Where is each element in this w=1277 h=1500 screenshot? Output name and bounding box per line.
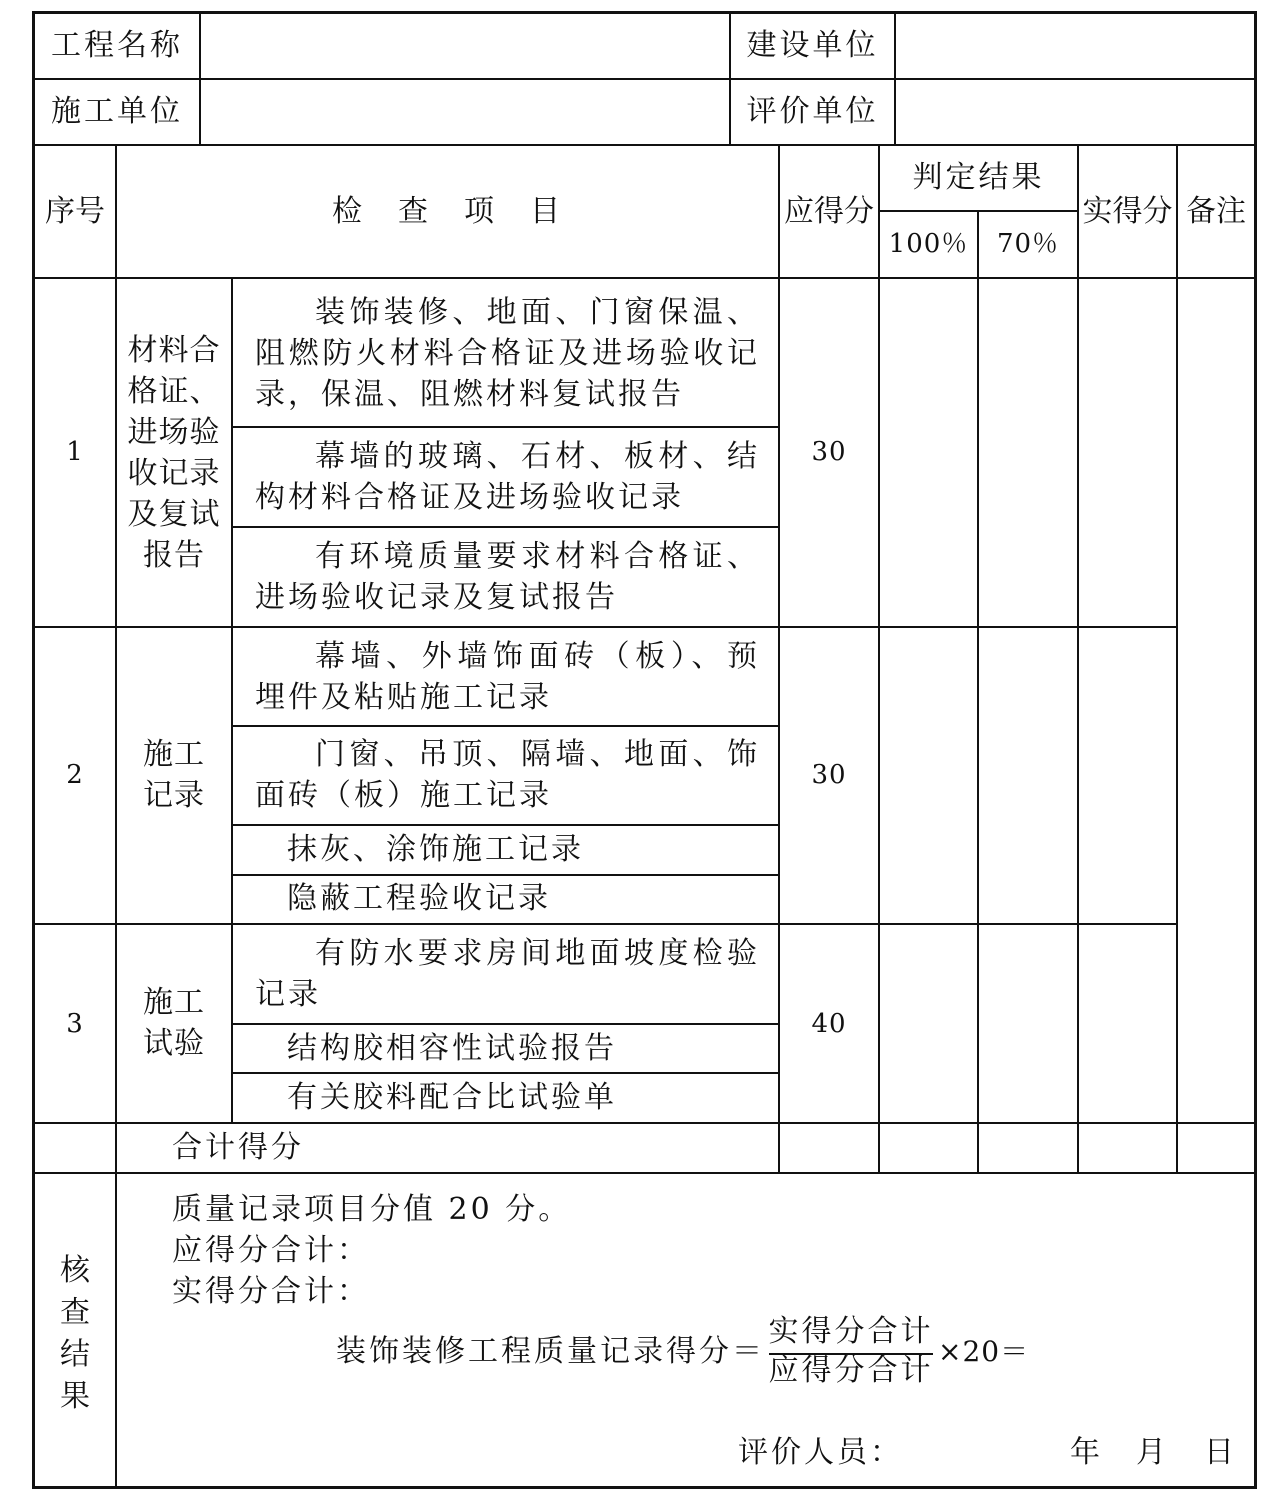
due-score-value: 40 [811,1009,847,1039]
formula-prefix: 装饰装修工程质量记录得分＝ [336,1334,765,1369]
divider [115,145,117,1488]
formula-denominator: 应得分合计 [768,1353,934,1388]
column-actual-score: 实得分 [1082,194,1173,229]
result-label: 核查结果 [60,1253,90,1414]
divider [1176,145,1178,1173]
divider [231,278,233,1124]
check-item: 门窗、吊顶、隔墙、地面、饰面砖（板）施工记录 [255,737,760,813]
divider [33,277,1257,279]
divider [33,626,1177,628]
column-item: 检 查 项 目 [332,194,563,229]
check-item: 装饰装修、地面、门窗保温、阻燃防火材料合格证及进场验收记录，保温、阻燃材料复试报告 [255,295,760,412]
divider [232,1023,779,1025]
column-remark: 备注 [1186,194,1246,229]
divider [33,78,1257,80]
divider [232,874,779,876]
group-category: 材料合格证、进场验收记录及复试报告 [127,333,221,573]
check-item: 抹灰、涂饰施工记录 [287,832,584,867]
group-seq: 3 [66,1009,84,1039]
divider [894,12,896,145]
divider [232,526,779,528]
divider [232,824,779,826]
column-pct-70: 70％ [996,229,1060,259]
border-top [33,11,1257,14]
total-score-label: 合计得分 [172,1130,304,1165]
project-name-label: 工程名称 [51,28,183,63]
result-line-score-value: 质量记录项目分值 20 分。 [172,1192,572,1227]
group-seq: 1 [66,437,84,467]
check-item: 隐蔽工程验收记录 [287,881,551,916]
border-bottom [33,1486,1257,1489]
group-seq: 2 [66,760,84,790]
check-item: 有关胶料配合比试验单 [287,1080,617,1115]
evaluator-person-label: 评价人员： [738,1435,903,1470]
border-right [1254,11,1257,1489]
contractor-label: 施工单位 [51,94,183,129]
divider [878,145,880,1173]
divider [232,1072,779,1074]
result-line-due-total: 应得分合计： [172,1233,370,1268]
check-item: 有防水要求房间地面坡度检验记录 [255,936,760,1012]
divider [232,725,779,727]
divider [977,211,979,1173]
check-item: 幕墙、外墙饰面砖（板）、预埋件及粘贴施工记录 [255,639,760,715]
divider [1077,145,1079,1173]
check-item: 有环境质量要求材料合格证、进场验收记录及复试报告 [255,539,760,615]
due-score-value: 30 [811,437,847,467]
due-score-value: 30 [811,760,847,790]
column-pct-100: 100％ [888,229,969,259]
group-category: 施工记录 [143,737,205,813]
group-category: 施工试验 [143,985,205,1061]
divider [232,426,779,428]
column-judgement: 判定结果 [912,160,1045,195]
date-day-label: 日 [1204,1435,1237,1470]
formula-suffix: ×20＝ [938,1335,1030,1368]
divider [199,12,201,145]
divider [33,923,1177,925]
column-due-score: 应得分 [784,194,874,229]
evaluator-unit-label: 评价单位 [746,94,879,129]
formula-numerator: 实得分合计 [768,1314,934,1349]
date-year-label: 年 [1070,1435,1103,1470]
divider [33,1122,1257,1124]
border-left [32,11,35,1489]
date-month-label: 月 [1136,1435,1169,1470]
divider [33,144,1257,146]
check-item: 幕墙的玻璃、石材、板材、结构材料合格证及进场验收记录 [255,439,760,515]
divider [33,1172,1257,1174]
builder-label: 建设单位 [746,28,879,63]
check-item: 结构胶相容性试验报告 [287,1031,617,1066]
result-line-actual-total: 实得分合计： [172,1274,370,1309]
column-seq: 序号 [45,194,105,229]
